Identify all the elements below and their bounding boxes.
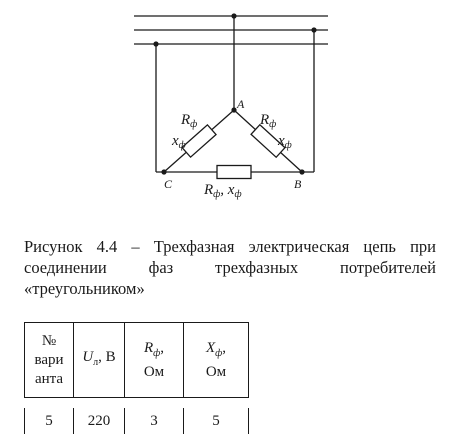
caption-line-1: Рисунок 4.4 – Трехфазная электрическая цепь при xyxy=(24,237,436,256)
label-x-right: $x_ф$ xyxy=(278,133,292,151)
caption-line-2: соединении фаз трехфазных потребителей xyxy=(24,258,436,277)
junction-dot xyxy=(153,41,158,46)
header-reactance: $X_ф$, Ом xyxy=(184,323,249,398)
cell-resistance: 3 xyxy=(125,408,184,434)
caption-line-3: «треугольником» xyxy=(24,279,145,298)
table-header-row xyxy=(25,323,249,398)
label-bottom-resistor: $R_ф$, $x_ф$ xyxy=(204,182,242,200)
resistor-cb xyxy=(217,166,251,179)
label-r-left: $R_ф$ xyxy=(181,112,198,130)
node-b-label: B xyxy=(294,177,302,191)
resistor-ca xyxy=(182,125,216,157)
node-b-dot xyxy=(299,169,304,174)
node-c-label: C xyxy=(164,177,173,191)
header-voltage: $U_л$, В xyxy=(74,323,125,398)
cell-variant-no: 5 xyxy=(25,408,74,434)
label-r-right: $R_ф$ xyxy=(260,112,277,130)
cell-voltage: 220 xyxy=(74,408,125,434)
junction-dot xyxy=(231,13,236,18)
header-resistance: $R_ф$, Ом xyxy=(125,323,184,398)
figure-caption xyxy=(24,236,436,299)
table-row xyxy=(25,408,249,434)
junction-dot xyxy=(311,27,316,32)
node-a-dot xyxy=(231,107,236,112)
node-c-dot xyxy=(161,169,166,174)
header-variant-no: № вари анта xyxy=(25,323,74,398)
label-x-left: $x_ф$ xyxy=(172,133,186,151)
variant-table xyxy=(24,322,249,434)
cell-reactance: 5 xyxy=(184,408,249,434)
node-a-label: A xyxy=(237,97,245,111)
